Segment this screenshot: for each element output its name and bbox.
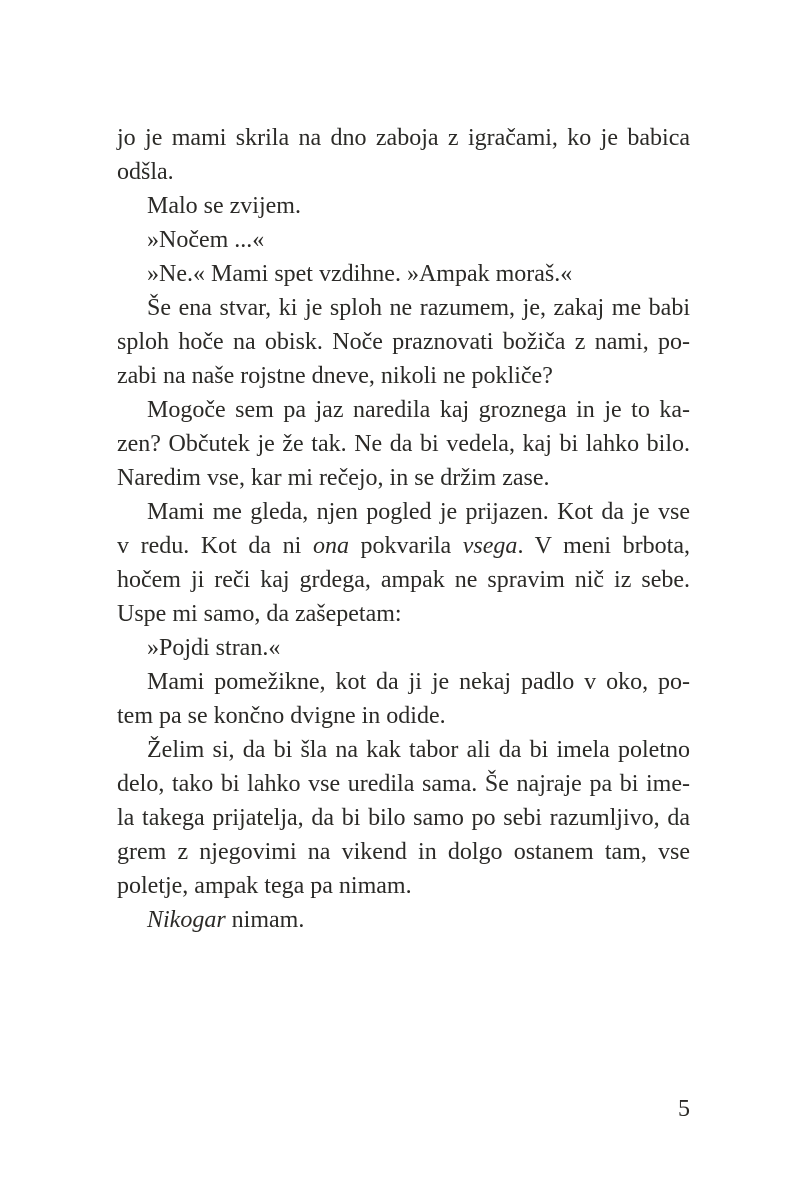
text-line — [117, 189, 690, 223]
text-line — [117, 733, 690, 767]
text-line — [117, 529, 690, 563]
text-line — [117, 461, 690, 495]
text-run: Želim si, da bi šla na kak tabor ali da bi imela poletno — [147, 737, 690, 763]
text-line — [117, 155, 690, 189]
text-line — [117, 325, 690, 359]
text-run: Mami pomežikne, kot da ji je nekaj padlo v oko, po- — [147, 669, 690, 695]
text-run: nimam. — [225, 907, 305, 933]
text-run: zen? Občutek je že tak. Ne da bi vedela, kaj bi lahko bilo. — [117, 431, 690, 457]
text-run: Uspe mi samo, da zašepetam: — [117, 601, 402, 627]
text-line — [117, 257, 690, 291]
text-line — [117, 767, 690, 801]
text-run: delo, tako bi lahko vse uredila sama. Še najraje pa bi ime- — [117, 771, 690, 797]
text-run: tem pa se končno dvigne in odide. — [117, 703, 446, 729]
text-line — [117, 597, 690, 631]
text-run: »Nočem ...« — [147, 227, 265, 253]
text-line — [117, 121, 690, 155]
text-line — [117, 631, 690, 665]
text-run: Še ena stvar, ki je sploh ne razumem, je, zakaj me babi — [147, 295, 690, 321]
text-line — [117, 393, 690, 427]
text-line — [117, 291, 690, 325]
italic-run: ona — [312, 533, 349, 559]
text-run: odšla. — [117, 159, 174, 185]
text-run: Mami me gleda, njen pogled je prijazen. Kot da je vse — [147, 499, 690, 525]
text-run: sploh hoče na obisk. Noče praznovati božiča z nami, po- — [117, 329, 690, 355]
text-line — [117, 427, 690, 461]
text-line — [117, 869, 690, 903]
text-run: »Ne.« Mami spet vzdihne. »Ampak moraš.« — [147, 261, 573, 287]
italic-run: Nikogar — [147, 907, 226, 933]
text-run: poletje, ampak tega pa nimam. — [117, 873, 412, 899]
text-run: pokvarila — [348, 533, 463, 559]
text-line — [117, 665, 690, 699]
text-run: . V meni brbota, — [517, 533, 690, 559]
text-run: hočem ji reči kaj grdega, ampak ne spravim nič iz sebe. — [117, 567, 690, 593]
text-line — [117, 699, 690, 733]
text-run: »Pojdi stran.« — [147, 635, 281, 661]
text-run: Naredim vse, kar mi rečejo, in se držim zase. — [117, 465, 550, 491]
text-line — [117, 223, 690, 257]
page-number: 5 — [678, 1096, 690, 1122]
text-block — [117, 121, 690, 937]
text-line — [117, 563, 690, 597]
text-run: Mogoče sem pa jaz naredila kaj groznega in je to ka- — [147, 397, 690, 423]
italic-run: vsega — [462, 533, 518, 559]
text-run: grem z njegovimi na vikend in dolgo ostanem tam, vse — [117, 839, 690, 865]
text-run: jo je mami skrila na dno zaboja z igračami, ko je babica — [117, 125, 690, 151]
text-line — [117, 359, 690, 393]
text-run: zabi na naše rojstne dneve, nikoli ne pokliče? — [117, 363, 553, 389]
text-run: Malo se zvijem. — [147, 193, 301, 219]
text-run: v redu. Kot da ni — [117, 533, 313, 559]
text-line — [117, 903, 690, 937]
text-line — [117, 801, 690, 835]
text-line — [117, 495, 690, 529]
text-line — [117, 835, 690, 869]
text-run: la takega prijatelja, da bi bilo samo po sebi razumljivo, da — [117, 805, 690, 831]
